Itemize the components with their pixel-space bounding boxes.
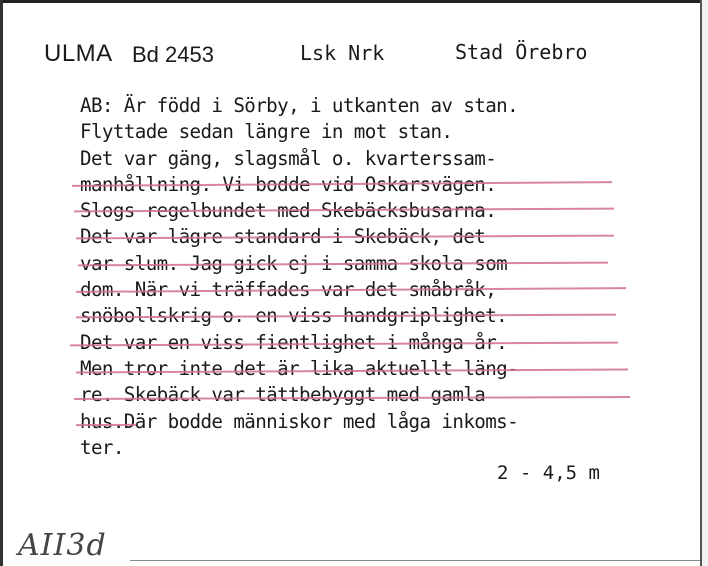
archive-label: ULMA <box>44 40 113 67</box>
text-line: AB: Är född i Sörby, i utkanten av stan. <box>80 94 519 117</box>
card-left-border <box>0 0 3 566</box>
text-line: Flyttade sedan längre in mot stan. <box>80 120 453 144</box>
text-line: snöbollskrig o. en viss handgriplighet. <box>80 304 508 328</box>
text-line: dom. När vi träffades var det småbråk, <box>80 278 497 302</box>
volume-number: Bd 2453 <box>132 42 214 67</box>
text-line: var slum. Jag gick ej i samma skola som <box>80 251 508 275</box>
text-line: Det var lägre standard i Skebäck, det <box>80 225 486 249</box>
text-line: ter. <box>80 435 124 459</box>
text-line: Det var en viss fientlighet i många år. <box>80 330 508 354</box>
place-name: Stad Örebro <box>455 40 588 64</box>
measurement-note: 2 - 4,5 m <box>497 462 600 484</box>
bottom-rule <box>130 560 700 561</box>
handwritten-code: AII3d <box>18 528 107 563</box>
text-line: Det var gäng, slagsmål o. kvarterssam- <box>80 146 497 170</box>
card-top-border <box>0 0 708 3</box>
text-line: hus.Där bodde människor med låga inkoms- <box>80 409 519 433</box>
text-line: manhållning. Vi bodde vid Oskarsvägen. <box>80 172 497 196</box>
card-right-edge <box>702 0 708 566</box>
text-line: re. Skebäck var tättbebyggt med gamla <box>80 383 486 407</box>
underline-mark <box>76 424 136 426</box>
transcript-text <box>80 93 518 461</box>
region-code: Lsk Nrk <box>300 41 385 65</box>
text-line: Men tror inte det är lika aktuellt läng- <box>80 356 519 380</box>
text-line: Slogs regelbundet med Skebäcksbusarna. <box>80 199 497 223</box>
